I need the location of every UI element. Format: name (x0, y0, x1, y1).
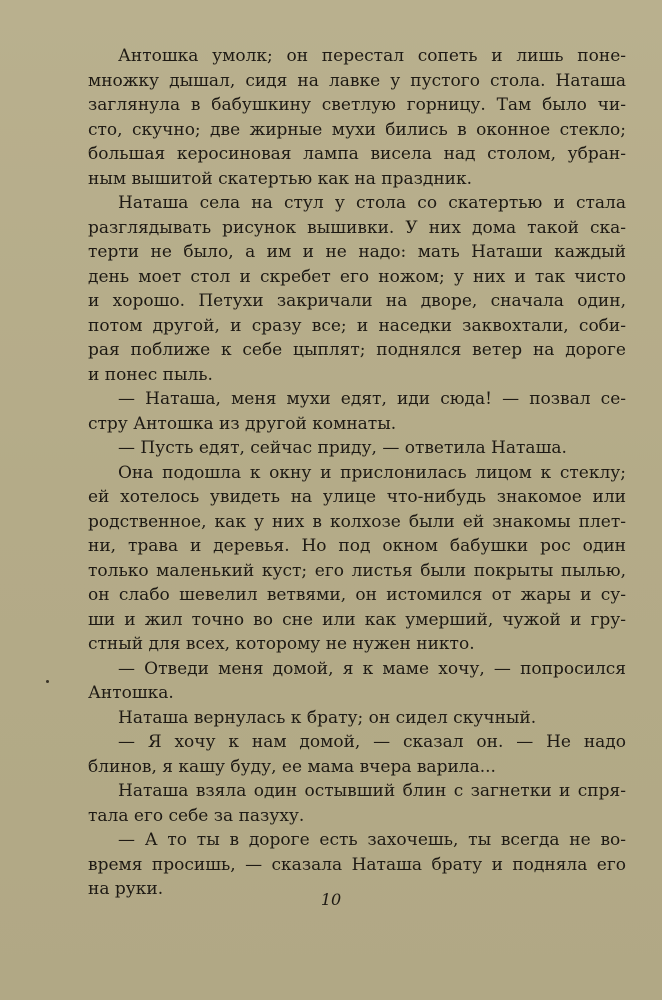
text-line: — Я хочу к нам домой, — сказал он. — Не надо (118, 732, 626, 752)
text-line: ни, трава и деревья. Но под окном бабушки рос один (88, 536, 626, 556)
text-line: родственное, как у них в колхозе были ей знакомы плет- (88, 511, 626, 532)
text-line: терти не было, а им и не надо: мать Наташи каждый (88, 242, 626, 262)
text-line: заглянула в бабушкину светлую горницу. Там было чи- (88, 95, 626, 115)
text-line: Антошка. (88, 683, 174, 703)
text-line: ши и жил точно во сне или как умерший, чужой и гру- (88, 609, 626, 630)
ink-speck (46, 680, 49, 683)
text-line: — Отведи меня домой, я к маме хочу, — попросился (118, 658, 626, 679)
text-line: сто, скучно; две жирные мухи бились в оконное стекло; (88, 119, 626, 140)
text-line: блинов, я кашу буду, ее мама вчера варила... (88, 756, 496, 777)
text-line: Антошка умолк; он перестал сопеть и лишь поне- (118, 46, 626, 66)
text-line: — А то ты в дороге есть захочешь, ты всегда не во- (118, 830, 626, 850)
text-line: — Пусть едят, сейчас приду, — ответила Наташа. (118, 438, 567, 458)
text-line: Она подошла к окну и прислонилась лицом к стеклу; (118, 462, 626, 483)
text-line: тала его себе за пазуху. (88, 805, 305, 826)
text-line: Наташа села на стул у стола со скатертью и стала (118, 193, 626, 213)
text-line: стру Антошка из другой комнаты. (88, 413, 397, 434)
text-line: потом другой, и сразу все; и наседки заквохтали, соби- (88, 315, 626, 336)
text-line: день моет стол и скребет его ножом; у них и так чисто (88, 266, 626, 287)
text-line: только маленький куст; его листья были покрыты пылью, (88, 560, 626, 581)
text-line: Наташа взяла один остывший блин с загнетки и спря- (118, 781, 626, 801)
text-line: стный для всех, которому не нужен никто. (88, 634, 475, 654)
body-text (88, 44, 626, 902)
page-number: 10 (320, 890, 342, 909)
text-line: разглядывать рисунок вышивки. У них дома такой ска- (88, 217, 626, 238)
text-line: он слабо шевелил ветвями, он истомился от жары и су- (88, 585, 626, 605)
text-line: большая керосиновая лампа висела над столом, убран- (88, 144, 626, 164)
text-line: ным вышитой скатертью как на праздник. (88, 168, 473, 189)
text-line: и хорошо. Петухи закричали на дворе, сначала один, (88, 291, 626, 311)
text-line: ей хотелось увидеть на улице что-нибудь знакомое или (88, 487, 626, 507)
text-line: множку дышал, сидя на лавке у пустого стола. Наташа (88, 70, 626, 91)
text-line: рая поближе к себе цыплят; поднялся ветер на дороге (88, 340, 626, 360)
text-line: время просишь, — сказала Наташа брату и подняла его (88, 854, 626, 875)
text-line: на руки. (88, 879, 164, 899)
text-line: — Наташа, меня мухи едят, иди сюда! — позвал се- (118, 389, 626, 409)
text-line: и понес пыль. (88, 364, 213, 385)
text-line: Наташа вернулась к брату; он сидел скучный. (118, 707, 537, 728)
